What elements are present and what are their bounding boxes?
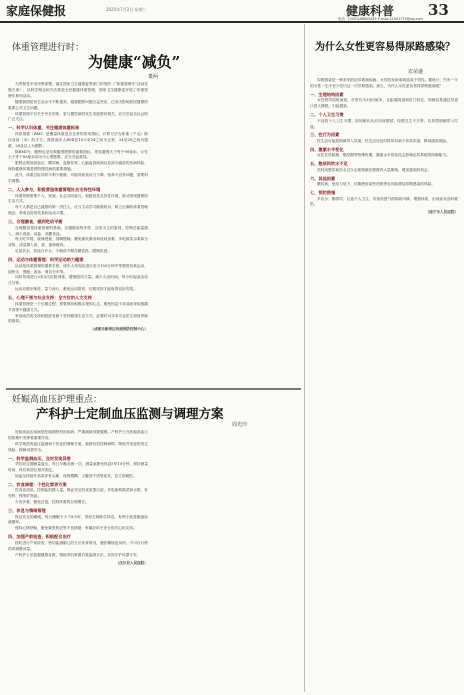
body-paragraph: 孕妇应定期测量血压，每日早晚各测一次，测量前静坐休息5至10分钟，保持测量时间、体位和部位相对固定。 — [8, 462, 148, 473]
article1-kicker: 体重管理进行时： — [12, 43, 85, 53]
article2-title: 产科护士定制血压监测与调理方案 — [36, 406, 224, 421]
body-paragraph: 运动是体重管理的重要手段，成年人每周应进行至少150分钟中等强度有氧运动，如快走、慢跑、游泳、骑自行车等。 — [8, 263, 148, 274]
body-paragraph: 体质指数（BMI）是衡量体重是否正常的常用指标，计算方法为体重（千克）除以身高（米）的平方。我国成年人BMI在18.5至24之间为正常，24至28之间为超重，28及以上为肥胖。 — [8, 131, 148, 148]
body-paragraph: 随着我国居民生活水平不断提高，超重肥胖问题日益突出，已成为影响居民健康的重要公共卫生问题。 — [8, 99, 148, 110]
section-name: 健康科普 — [346, 4, 395, 18]
article2-author: 周光玲 — [232, 422, 248, 428]
body-paragraph: 运动应循序渐进、量力而行，避免运动损伤，长期坚持才能取得良好效果。 — [15, 287, 137, 292]
article3-author: 农荣盛 — [408, 69, 424, 75]
body-paragraph: 糖尿病、免疫力低下、长期使用某些药物等也可能增加尿路感染的风险。 — [317, 182, 435, 187]
article3-title: 为什么女性更容易得尿路感染？ — [315, 42, 455, 53]
body-paragraph: 体重管理是一个长期过程，需要保持积极乐观的心态，避免因急于求成而采取极端节食等不健康方式。 — [8, 301, 148, 312]
section-heading: 六、其他因素 — [310, 175, 336, 181]
section-heading: 二、人人参与，积极营造体重管理社会支持性环境 — [8, 187, 101, 192]
body-paragraph: 产科护士应加强健康宣教，帮助孕妇掌握自我监测方法，共同守护母婴平安。 — [15, 552, 141, 557]
article2-column-right — [156, 430, 301, 686]
section-heading: 四、运动与体重管理：科学运动助力健康 — [8, 257, 84, 263]
body-paragraph: 妊娠高血压疾病是妊娠期特有的疾病，严重威胁母婴健康。产科护士在妊娠高血压的管理中发挥着重要作用。 — [8, 430, 148, 440]
body-paragraph: 饮食宜清淡，控制盐的摄入量，保证充足的优质蛋白质，多吃新鲜蔬菜和水果，补充钙、镁等矿物质。 — [8, 488, 148, 499]
body-paragraph: 长时间憋尿和饮水过少会使细菌在膀胱内大量繁殖，增加感染的机会。 — [317, 167, 432, 172]
body-paragraph: 尿路感染是一种常见的泌尿系统疾病，女性的发病率明显高于男性。据统计，约有一半的女性一生中至少经历过一次尿路感染。那么，为什么女性更容易得尿路感染呢？ — [310, 78, 458, 88]
body-paragraph: 女性在妊娠期、绝经期等特殊时期，激素水平的变化会影响泌尿系统的防御能力。 — [317, 153, 450, 158]
page-header — [0, 0, 464, 23]
article1-column-right — [156, 82, 301, 384]
issue-date: 2025年7月2日 星期三 — [106, 7, 147, 12]
body-paragraph: 按时进行产前检查，密切监测胎儿的生长发育情况，遵医嘱规范用药，不可自行停药或调整剂量。 — [8, 540, 148, 551]
section-heading: 二、饮食调理：个性化营养方案 — [8, 481, 67, 487]
body-paragraph: 合理膳食是体重管理的基础，应遵循食物多样、谷类为主的原则，控制总能量摄入，减少高油、高盐、高糖食品。 — [8, 225, 148, 236]
body-paragraph: 保持心情舒畅，避免紧张焦虑等不良情绪，家属应给予充分的关心和支持。 — [15, 526, 137, 531]
section-heading: 三、休息与情绪管理 — [8, 508, 46, 514]
article-source: （汉川县人民医院） — [115, 560, 148, 565]
body-paragraph: 女性的尿道短而宽，长度仅为3至5厘米，且距离阴道和肛门较近，细菌容易通过尿道口进入膀胱，引起感染。 — [310, 98, 458, 109]
section-heading: 一、科学监测血压，及时发现异常 — [8, 455, 71, 461]
section-heading: 一、生理结构因素 — [310, 91, 344, 97]
article1-title: 为健康“减负” — [88, 53, 181, 71]
body-paragraph: 每个人都是自己健康的第一责任人，应当主动学习健康知识，树立正确的体重管理理念，养成良好的饮食和运动习惯。 — [8, 205, 148, 216]
body-paragraph: 如血压持续升高或伴有头痛、视物模糊、上腹部不适等症状，应立即就医。 — [15, 473, 137, 478]
body-paragraph: 肥胖会增加高血压、糖尿病、血脂异常、心脑血管疾病以及部分癌症的发病风险，保持健康体重是预防慢性病的重要措施。 — [8, 161, 148, 172]
section-heading: 二、个人卫生习惯 — [310, 112, 344, 118]
article-source: （南宁市人民医院） — [425, 210, 458, 215]
section-heading: 三、合理膳食，做到吃动平衡 — [8, 219, 63, 225]
section-heading: 四、激素水平变化 — [310, 146, 344, 152]
body-paragraph: 足量饮水，首选白开水，少喝或不喝含糖饮料，限制饮酒。 — [15, 249, 111, 254]
section-heading: 五、憋尿和饮水不足 — [310, 161, 348, 167]
article1-column-left — [8, 82, 148, 384]
body-paragraph: 性生活可能将细菌带入尿道，性生活后及时排尿有助于冲洗尿道，降低感染风险。 — [317, 138, 450, 143]
body-paragraph: 为贯彻党中央决策部署，落实国家卫生健康委等部门印发的《“体重管理年”活动实施方案》，以科学理念和方法推进全民健康体重管理，国家卫生健康委开展了体重管理年系列活动。 — [8, 82, 148, 98]
contact-line: 电话：(0451)86655045 E-mail:21941770@qq.com — [338, 17, 423, 21]
body-paragraph: 科学规范的血压监测和个性化的调理方案，能够有效控制病情，降低并发症的发生风险，保障母婴安全。 — [8, 441, 148, 452]
section-heading: 五、心理干预与社会支持：全方位的人文支持 — [8, 295, 92, 301]
article-separator — [6, 388, 301, 390]
body-paragraph: 体重管理需要个人、家庭、社会共同参与，积极营造支持性环境，推动形成健康的生活方式。 — [8, 193, 148, 204]
body-paragraph: 体重管理不仅关乎外在形象，更与慢性病的发生发展密切相关，应当引起全社会的广泛关注。 — [8, 111, 148, 122]
article1-author: 董两 — [148, 74, 159, 80]
section-heading: 七、预防措施 — [310, 190, 336, 196]
body-paragraph: 同时每周进行2至3次抗阻训练，增强肌肉力量。减少久坐时间，每小时起身活动几分钟。 — [8, 275, 148, 286]
body-paragraph: 多饮水、勤排尿，注意个人卫生，穿宽松透气的棉质内裤，增强体质，出现症状及时就医。 — [310, 196, 458, 207]
section-heading: 一、科学认识体重，关注健康体重标准 — [8, 125, 80, 131]
section-heading: 三、性行为因素 — [310, 132, 340, 138]
body-paragraph: 每天吃早餐，规律进餐，细嚼慢咽，避免暴饮暴食和夜间加餐，多吃蔬菜水果和全谷物，适量摄入鱼、禽、蛋和瘦肉。 — [8, 237, 148, 248]
body-paragraph: 此外，体重过轻同样不利于健康，可能导致免疫力下降、营养不良等问题，需要科学调整。 — [8, 173, 148, 184]
article-source: （成都市新津区疾病预防控制中心） — [90, 327, 148, 332]
body-paragraph: 不良的个人卫生习惯，如如厕后从后向前擦拭、经期卫生不当等，容易将细菌带入尿道。 — [310, 118, 458, 129]
section-heading: 四、加强产前检查，积极配合治疗 — [8, 534, 71, 540]
article2-column-left — [8, 430, 148, 686]
body-paragraph: 保证充足的睡眠，每日睡眠不少于8小时，采取左侧卧位休息，有利于改善胎盘血液循环。 — [8, 514, 148, 525]
article2-kicker: 妊娠高血压护理重点： — [12, 395, 103, 405]
page-number: 33 — [428, 1, 449, 19]
newspaper-section-title: 家庭保健报 — [6, 4, 67, 18]
article3-body — [310, 78, 458, 684]
body-paragraph: 少食多餐，避免过饱，控制体重的合理增长。 — [15, 500, 89, 505]
column-divider — [304, 24, 305, 692]
body-paragraph: 家庭成员的支持和鼓励有助于坚持健康生活方式，必要时可寻求专业医生和营养师的指导。 — [8, 313, 148, 324]
body-paragraph: 除BMI外，腰围也是反映腹型肥胖的重要指标，男性腰围大于等于90厘米、女性大于等于85厘米即为中心型肥胖，应当引起重视。 — [8, 149, 148, 160]
